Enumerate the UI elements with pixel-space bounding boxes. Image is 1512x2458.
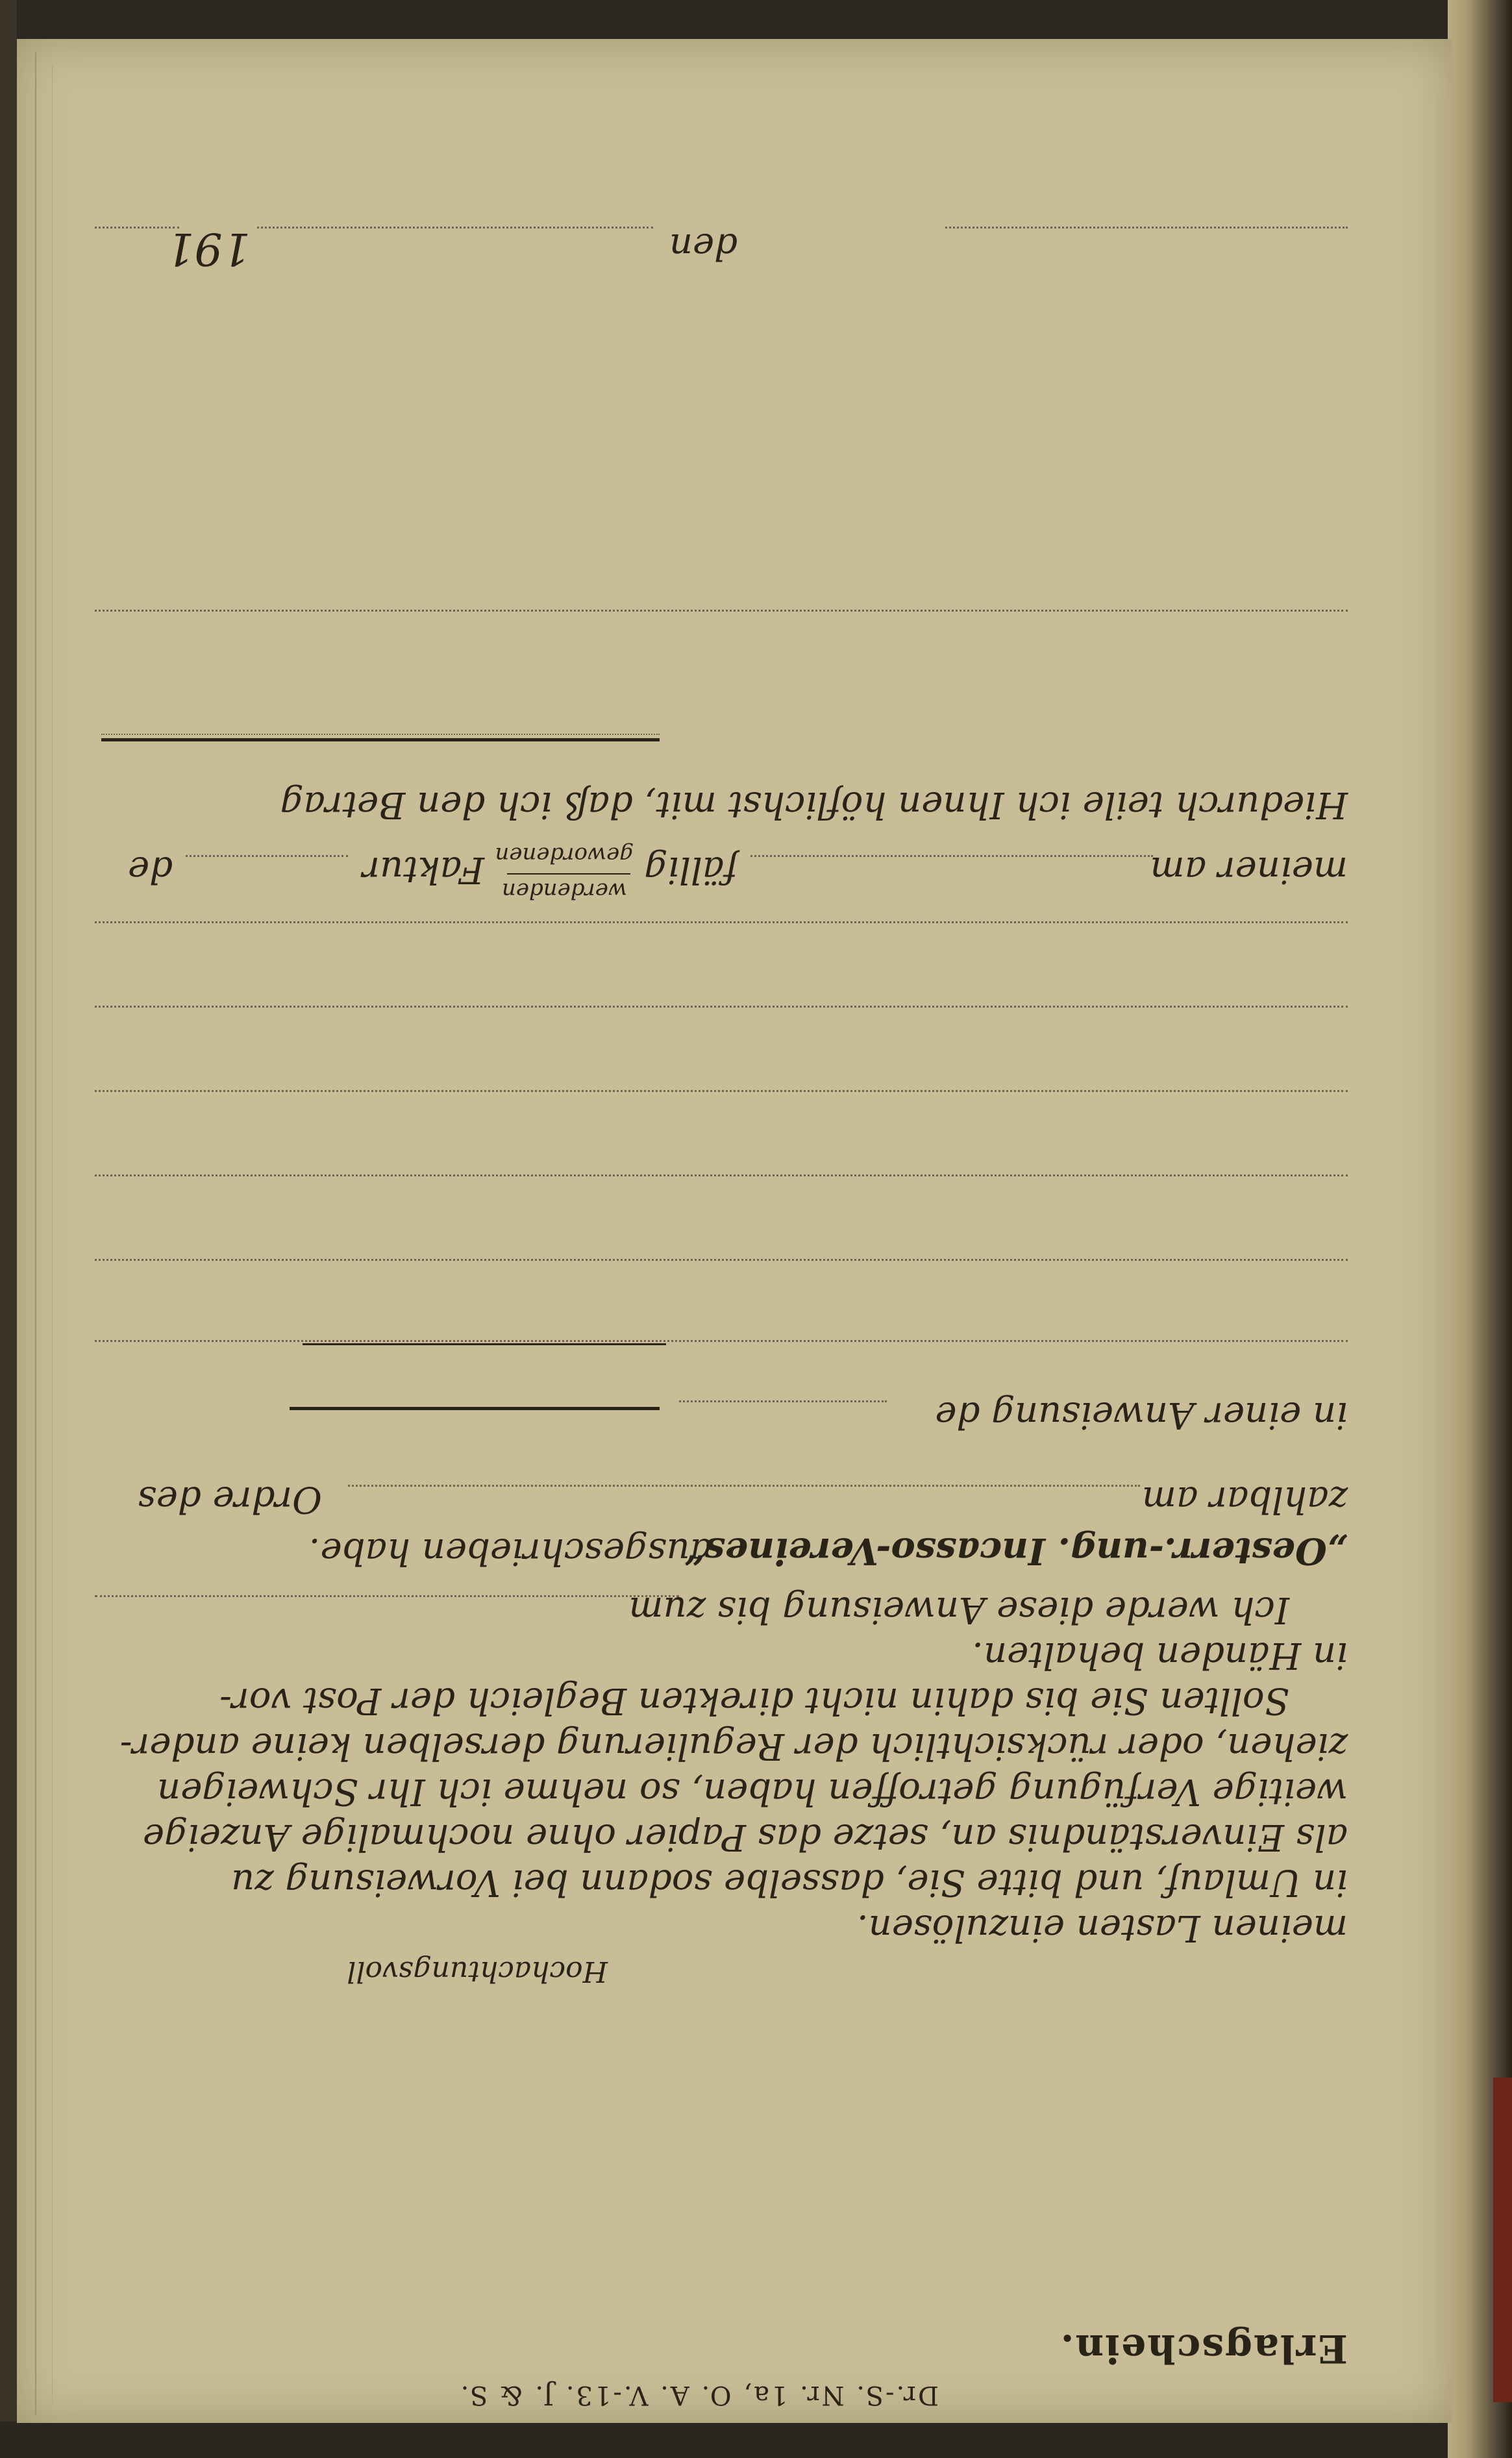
paragraph-line-1: Sollten Sie bis dahin nicht direkten Begleich der Post vor- [219,1680,1289,1722]
erlagschein-form [17,39,1452,2423]
date-field[interactable] [257,227,653,229]
paragraph1-line2: in Händen behalten. [972,1634,1348,1676]
faktur-de-label: de [128,849,173,891]
faktur-label: Faktur [362,849,484,891]
paragraph1-line1: Ich werde diese Anweisung bis zum [628,1589,1289,1631]
den-label: den [669,225,737,267]
year-prefix: 191 [166,223,251,274]
scan-edge-left [0,0,17,2458]
recipient-name-field[interactable] [101,738,660,741]
place-field[interactable] [945,227,1348,229]
zahlbar-field[interactable] [348,1485,1140,1487]
anweisung-dots [679,1400,887,1402]
form-title: Erlagschein. [1059,2326,1348,2371]
scan-edge-bottom [0,2422,1512,2458]
blank-line-2[interactable] [95,1259,1348,1261]
faktur-field[interactable] [186,855,348,857]
closing-salutation: Hochachtungsvoll [347,1955,608,1988]
intro-line: Hiedurch teile ich Ihnen höflichst mit, daß ich den Betrag [280,784,1348,826]
faellig-label: fällig [644,849,737,891]
blank-line-1-underline [303,1343,666,1345]
meiner-am-field[interactable] [750,855,1153,857]
recipient-address-field[interactable] [95,610,1348,612]
blank-line-4[interactable] [95,1090,1348,1092]
print-code: Dr.-S. Nr. 1a, O. A. V.-13. J. & S. [458,2380,939,2410]
ordre-label: Ordre des [138,1478,322,1521]
blank-line-3[interactable] [95,1174,1348,1176]
until-date-field[interactable] [95,1595,679,1597]
blank-line-5[interactable] [95,1006,1348,1008]
werdenden-label: werdenden [501,878,627,904]
recipient-dots [101,734,660,735]
blank-line-1[interactable] [95,1340,1348,1342]
meiner-am-label: meiner am [1150,849,1348,891]
paragraph-line-6: meinen Lasten einzulösen. [856,1907,1348,1949]
paragraph-line-4: als Einverständnis an, setze das Papier ohne nochmalige Anzeige [142,1816,1348,1858]
anweisung-amount-field[interactable] [290,1407,660,1410]
fraction-rule [507,873,630,875]
zahlbar-label: zahlbar am [1141,1478,1348,1521]
year-field[interactable] [95,227,179,229]
verein-rest: ausgeschrieben habe. [308,1530,712,1572]
scan-edge-top [0,0,1512,39]
blank-line-6[interactable] [95,921,1348,923]
paragraph-line-2: ziehen, oder rücksichtlich der Regulierung derselben keine ander- [119,1725,1348,1767]
paragraph-line-5: in Umlauf, und bitte Sie, dasselbe sodann bei Vorweisung zu [230,1861,1348,1904]
verein-name: „Oesterr.-ung. Incasso-Vereines“ [683,1530,1348,1572]
paragraph-line-3: weitige Verfügung getroffen haben, so nehme ich Ihr Schweigen [157,1770,1348,1813]
anweisung-label: in einer Anweisung de [935,1394,1348,1436]
book-spine-red-cloth [1493,2078,1512,2402]
gewordenen-label: gewordenen [495,842,634,868]
